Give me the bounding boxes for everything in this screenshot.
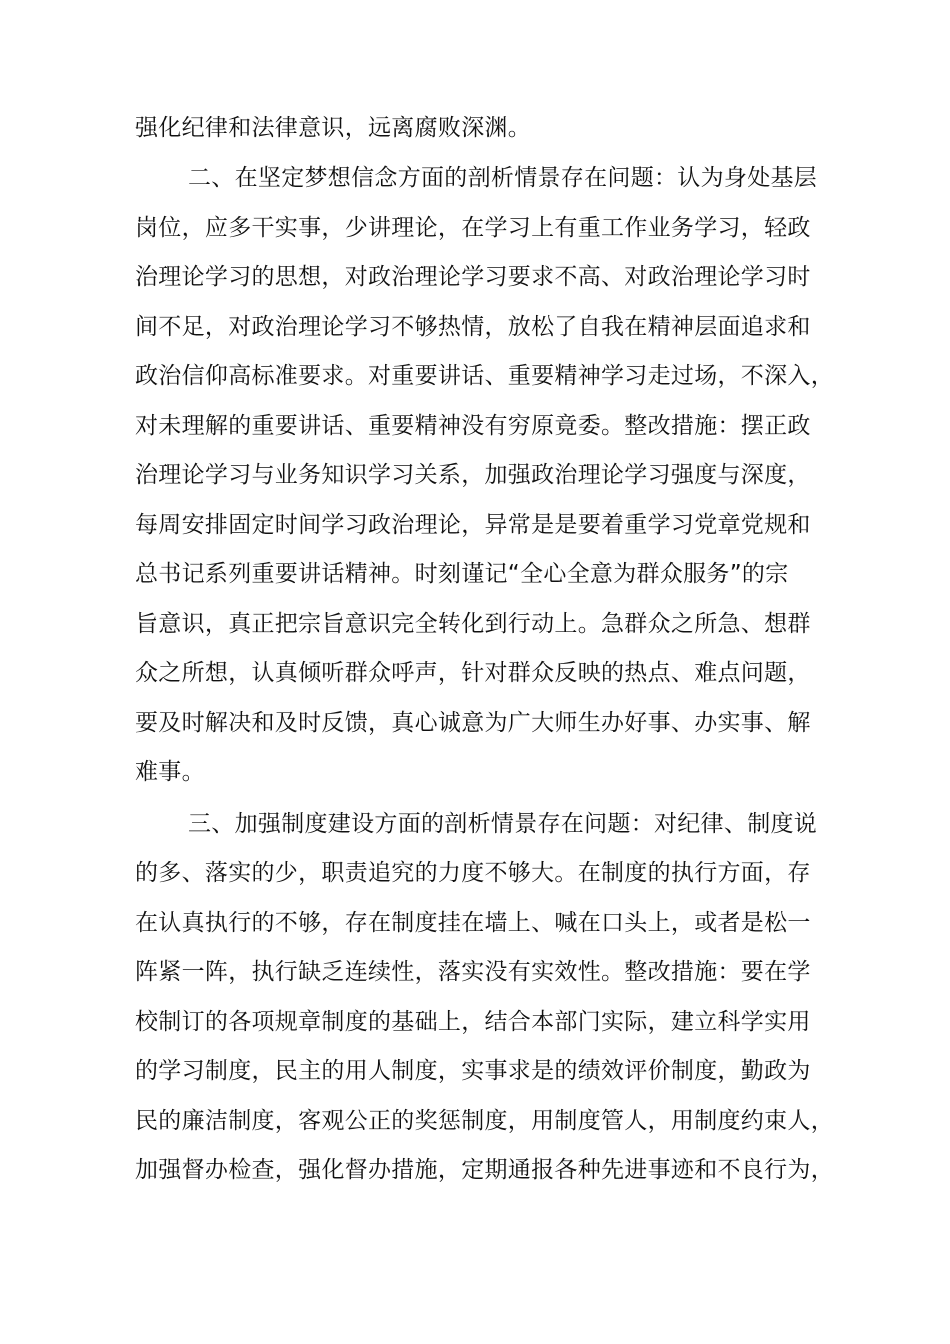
text-line: 治理论学习的思想，对政治理论学习要求不高、对政治理论学习时 bbox=[135, 264, 811, 290]
text-line: 加强督办检查，强化督办措施，定期通报各种先进事迹和不良行为， bbox=[135, 1157, 834, 1183]
text-line: 的学习制度，民主的用人制度，实事求是的绩效评价制度，勤政为 bbox=[135, 1058, 811, 1084]
text-line: 岗位，应多干实事，少讲理论，在学习上有重工作业务学习，轻政 bbox=[135, 215, 811, 241]
text-line: 阵紧一阵，执行缺乏连续性，落实没有实效性。整改措施：要在学 bbox=[135, 959, 811, 985]
text-line: 政治信仰高标准要求。对重要讲话、重要精神学习走过场，不深入， bbox=[135, 363, 834, 389]
text-line: 校制订的各项规章制度的基础上，结合本部门实际，建立科学实用 bbox=[135, 1009, 811, 1035]
text-line: 二、在坚定梦想信念方面的剖析情景存在问题：认为身处基层 bbox=[188, 165, 818, 191]
text-line: 每周安排固定时间学习政治理论，异常是是要着重学习党章党规和 bbox=[135, 512, 811, 538]
text-line: 旨意识，真正把宗旨意识完全转化到行动上。急群众之所急、想群 bbox=[135, 611, 811, 637]
text-line: 要及时解决和及时反馈，真心诚意为广大师生办好事、办实事、解 bbox=[135, 710, 811, 736]
text-line: 治理论学习与业务知识学习关系，加强政治理论学习强度与深度， bbox=[135, 462, 811, 488]
text-line: 的多、落实的少，职责追究的力度不够大。在制度的执行方面，存 bbox=[135, 860, 811, 886]
text-line: 众之所想，认真倾听群众呼声，针对群众反映的热点、难点问题， bbox=[135, 660, 811, 686]
text-line: 三、加强制度建设方面的剖析情景存在问题：对纪律、制度说 bbox=[188, 811, 818, 837]
text-line: 难事。 bbox=[135, 759, 205, 785]
text-line: 在认真执行的不够，存在制度挂在墙上、喊在口头上，或者是松一 bbox=[135, 910, 811, 936]
text-line: 总书记系列重要讲话精神。时刻谨记“全心全意为群众服务”的宗 bbox=[135, 561, 789, 587]
text-line: 强化纪律和法律意识，远离腐败深渊。 bbox=[135, 115, 532, 141]
text-line: 民的廉洁制度，客观公正的奖惩制度，用制度管人，用制度约束人， bbox=[135, 1108, 834, 1134]
text-line: 间不足，对政治理论学习不够热情，放松了自我在精神层面追求和 bbox=[135, 314, 811, 340]
text-line: 对未理解的重要讲话、重要精神没有穷原竟委。整改措施：摆正政 bbox=[135, 413, 811, 439]
